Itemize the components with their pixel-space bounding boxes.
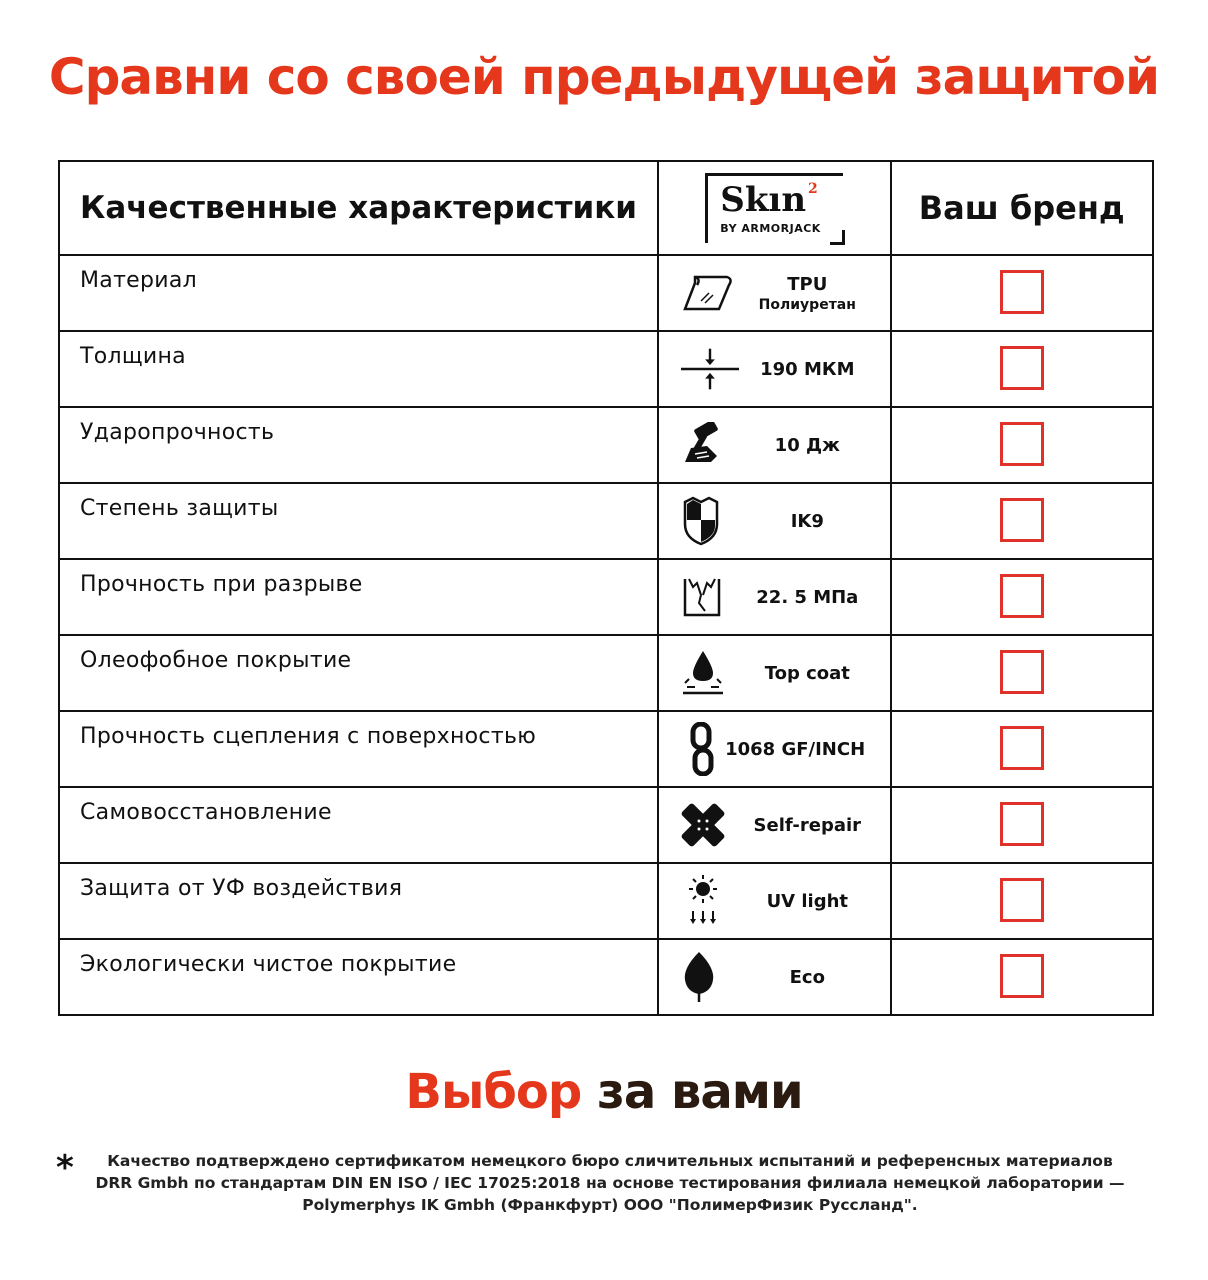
row-label: Степень защиты	[80, 496, 279, 521]
page-title: Сравни со своей предыдущей защитой	[48, 48, 1160, 106]
brand-checkbox[interactable]	[1000, 574, 1044, 618]
chain-icon	[689, 724, 725, 774]
brand-checkbox[interactable]	[1000, 726, 1044, 770]
logo-superscript: 2	[808, 181, 818, 197]
row-label: Самовосстановление	[80, 800, 332, 825]
table-row	[59, 559, 1153, 635]
table-row	[59, 939, 1153, 1015]
table-row	[59, 255, 1153, 331]
table-header-row	[59, 161, 1153, 255]
footnote-line: Качество подтверждено сертификатом немецкого бюро сличительных испытаний и референсных материалов	[107, 1152, 1113, 1170]
brand-checkbox[interactable]	[1000, 422, 1044, 466]
shield-icon	[681, 496, 739, 546]
brand-checkbox[interactable]	[1000, 650, 1044, 694]
table-row	[59, 407, 1153, 483]
row-value: Top coat	[764, 662, 850, 684]
thickness-arrows-icon	[681, 344, 739, 394]
film-roll-icon	[681, 268, 739, 318]
row-label: Толщина	[80, 344, 186, 369]
row-label: Экологически чистое покрытие	[80, 952, 457, 977]
row-value: Eco	[789, 966, 825, 988]
table-row	[59, 635, 1153, 711]
droplet-icon	[681, 648, 739, 698]
row-value: UV light	[766, 890, 849, 912]
row-label: Олеофобное покрытие	[80, 648, 352, 673]
comparison-table	[58, 160, 1154, 1016]
row-label: Ударопрочность	[80, 420, 275, 445]
brand-checkbox[interactable]	[1000, 802, 1044, 846]
brand-checkbox[interactable]	[1000, 270, 1044, 314]
choice-red-text: Выбор	[405, 1064, 582, 1120]
row-value: 10 Дж	[774, 434, 840, 456]
header-your-brand: Ваш бренд	[918, 189, 1125, 227]
header-characteristics: Качественные характеристики	[80, 190, 638, 226]
footnote-asterisk: *	[56, 1148, 74, 1188]
brand-checkbox[interactable]	[1000, 954, 1044, 998]
row-subvalue: Полиуретан	[758, 296, 856, 313]
logo-text: Skın	[720, 180, 807, 220]
brand-checkbox[interactable]	[1000, 498, 1044, 542]
row-label: Прочность сцепления с поверхностью	[80, 724, 537, 749]
footnote-line: DRR Gmbh по стандартам DIN EN ISO / IEC 17025:2018 на основе тестирования филиала немецкой лаборатории —	[95, 1174, 1125, 1192]
row-value: 22. 5 МПа	[756, 586, 859, 608]
logo-byline: BY ARMORJACK	[720, 222, 821, 235]
leaf-icon	[681, 952, 739, 1002]
row-label: Прочность при разрыве	[80, 572, 363, 597]
row-value: 1068 GF/INCH	[725, 738, 866, 760]
table-row	[59, 787, 1153, 863]
bandage-icon	[681, 800, 739, 850]
row-value: 190 МКМ	[760, 358, 855, 380]
row-value: IK9	[790, 510, 824, 532]
brand-checkbox[interactable]	[1000, 346, 1044, 390]
brand-checkbox[interactable]	[1000, 878, 1044, 922]
row-label: Защита от УФ воздействия	[80, 876, 403, 901]
row-label: Материал	[80, 268, 198, 293]
table-row	[59, 711, 1153, 787]
tear-icon	[681, 572, 739, 622]
table-row	[59, 331, 1153, 407]
footnote	[60, 1150, 1160, 1216]
row-value: Self-repair	[753, 814, 862, 836]
table-row	[59, 483, 1153, 559]
table-row	[59, 863, 1153, 939]
skin2-logo	[705, 173, 843, 243]
choice-heading	[0, 1064, 1208, 1120]
choice-dark-text: за вами	[596, 1064, 803, 1120]
sun-icon	[681, 876, 739, 926]
hammer-hand-icon	[681, 420, 739, 470]
row-value: TPU	[787, 273, 828, 295]
footnote-line: Polymerphys IK Gmbh (Франкфурт) ООО "ПолимерФизик Руссланд".	[302, 1196, 918, 1214]
